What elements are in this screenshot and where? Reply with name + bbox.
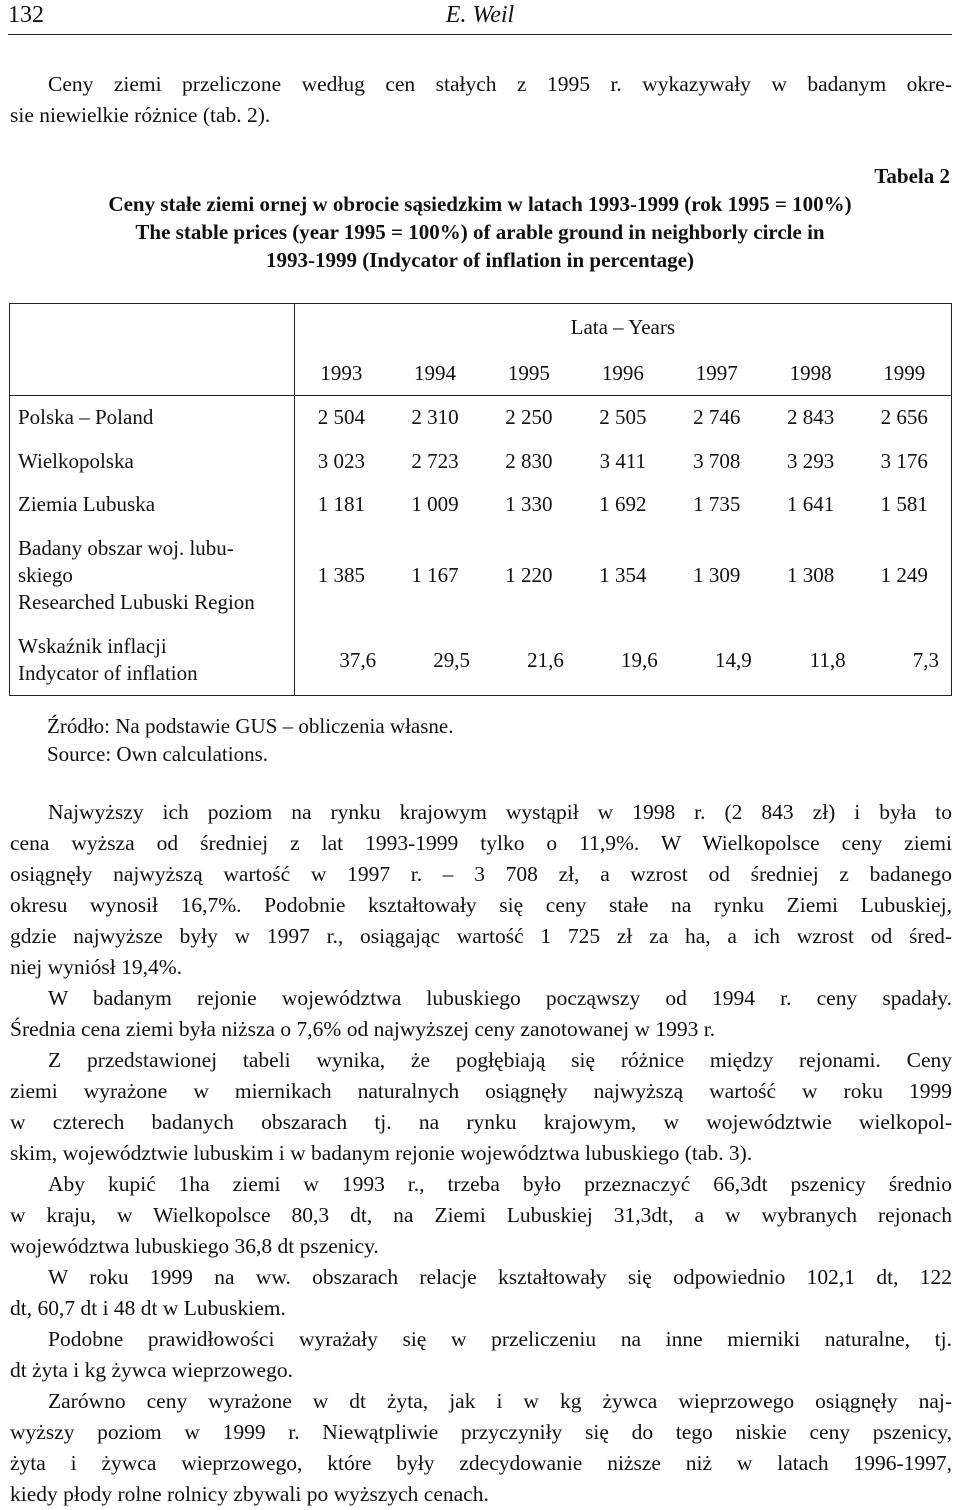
table-cell: 21,6 bbox=[482, 626, 576, 696]
row-label-line: Indycator of inflation bbox=[18, 661, 198, 686]
text-line: w kraju, w Wielkopolsce 80,3 dt, na Ziemi Lubuskiej 31,3dt, a w wybranych rejonach bbox=[10, 1203, 952, 1227]
paragraph bbox=[10, 1045, 952, 1169]
year-header: 1996 bbox=[576, 352, 670, 396]
table-cell: 1 009 bbox=[411, 491, 459, 516]
table-caption bbox=[30, 190, 930, 274]
table-cell: 2 656 bbox=[858, 396, 952, 440]
table-cell: 3 176 bbox=[858, 440, 952, 483]
table-cell: 7,3 bbox=[858, 626, 952, 696]
year-header: 1995 bbox=[482, 352, 576, 396]
table-cell: 3 293 bbox=[787, 448, 835, 473]
paragraph bbox=[10, 983, 952, 1045]
text-line: W badanym rejonie województwa lubuskiego począwszy od 1994 r. ceny spadały. bbox=[48, 986, 952, 1010]
body-text bbox=[10, 797, 952, 1510]
table-cell: 1 167 bbox=[411, 563, 459, 587]
table-cell: 14,9 bbox=[670, 626, 764, 696]
year-header: 1994 bbox=[388, 352, 482, 396]
row-label: Ziemia Lubuska bbox=[10, 483, 295, 526]
paragraph bbox=[10, 1262, 952, 1324]
table-cell: 1 641 bbox=[787, 491, 835, 516]
row-label: Wielkopolska bbox=[10, 440, 295, 483]
table-cell: 1 354 bbox=[599, 563, 647, 587]
text-line: Z przedstawionej tabeli wynika, że pogłębiają się różnice między rejonami. Ceny bbox=[48, 1048, 952, 1072]
text-line: okresu wynosił 16,7%. Podobnie kształtowały się ceny stałe na rynku Ziemi Lubuskiej, bbox=[10, 893, 952, 917]
table-cell: 2 746 bbox=[693, 405, 741, 430]
text-line: kiedy płody rolne rolnicy zbywali po wyższych cenach. bbox=[10, 1482, 489, 1506]
table-row bbox=[10, 626, 952, 696]
intro-line: sie niewielkie różnice (tab. 2). bbox=[10, 103, 271, 127]
source-polish: Źródło: Na podstawie GUS – obliczenia własne. bbox=[47, 714, 454, 738]
table-cell: 37,6 bbox=[294, 626, 388, 696]
text-line: cena wyższa od średniej z lat 1993-1999 tylko o 11,9%. W Wielkopolsce ceny ziemi bbox=[10, 831, 952, 855]
table-cell: 1 692 bbox=[599, 491, 647, 516]
table-cell: 29,5 bbox=[388, 626, 482, 696]
table-cell: 1 181 bbox=[317, 491, 365, 516]
intro-paragraph bbox=[10, 69, 952, 131]
page-header bbox=[8, 0, 952, 35]
year-header: 1997 bbox=[670, 352, 764, 396]
table-cell: 2 723 bbox=[411, 448, 459, 473]
table-cell: 3 708 bbox=[693, 448, 741, 473]
row-label-line: Researched Lubuski Region bbox=[18, 590, 255, 614]
table-cell: 1 581 bbox=[858, 483, 952, 526]
table-cell: 1 330 bbox=[505, 491, 553, 516]
paragraph bbox=[10, 1386, 952, 1510]
text-line: wyższy poziom w 1999 r. Niewątpliwie przyczyniły się do tego niskie ceny pszenicy, bbox=[10, 1420, 952, 1444]
table-caption-english-2: 1993-1999 (Indycator of inflation in percentage) bbox=[266, 248, 694, 272]
table-cell: 1 308 bbox=[787, 563, 835, 587]
row-label-line: Badany obszar woj. lubu- bbox=[18, 536, 234, 560]
source-english: Source: Own calculations. bbox=[47, 742, 269, 766]
paragraph bbox=[10, 797, 952, 983]
table-cell: 19,6 bbox=[576, 626, 670, 696]
paragraph bbox=[10, 1169, 952, 1262]
years-group-header: Lata – Years bbox=[294, 304, 951, 352]
text-line: województwa lubuskiego 36,8 dt pszenicy. bbox=[10, 1234, 379, 1258]
row-label-line: Wskaźnik inflacji bbox=[18, 634, 167, 659]
table-cell: 2 830 bbox=[505, 448, 553, 473]
table-cell: 2 843 bbox=[787, 405, 835, 430]
table-caption-english-1: The stable prices (year 1995 = 100%) of arable ground in neighborly circle in bbox=[135, 220, 825, 244]
price-table bbox=[9, 303, 952, 696]
table-cell: 3 411 bbox=[599, 448, 647, 473]
text-line: Zarówno ceny wyrażone w dt żyta, jak i w kg żywca wieprzowego osiągnęły naj- bbox=[48, 1389, 952, 1413]
page-number: 132 bbox=[8, 2, 44, 28]
running-head-author: E. Weil bbox=[445, 2, 515, 28]
row-label bbox=[10, 626, 295, 696]
table-cell: 2 504 bbox=[317, 405, 365, 430]
year-header: 1999 bbox=[858, 352, 952, 396]
table-caption-polish: Ceny stałe ziemi ornej w obrocie sąsiedzkim w latach 1993-1999 (rok 1995 = 100%) bbox=[108, 192, 852, 216]
table-row bbox=[10, 440, 952, 483]
table-source-note bbox=[47, 712, 454, 768]
text-line: dt żyta i kg żywca wieprzowego. bbox=[10, 1358, 293, 1382]
row-label-line: skiego bbox=[18, 563, 73, 587]
text-line: Aby kupić 1ha ziemi w 1993 r., trzeba było przeznaczyć 66,3dt pszenicy średnio bbox=[48, 1172, 952, 1196]
table-stub-header bbox=[10, 304, 295, 396]
table-row bbox=[10, 526, 952, 626]
row-label bbox=[10, 526, 295, 626]
table-cell: 1 220 bbox=[505, 563, 553, 587]
text-line: niej wyniósł 19,4%. bbox=[10, 955, 182, 979]
text-line: gdzie najwyższe były w 1997 r., osiągając wartość 1 725 zł za ha, a ich wzrost od śred- bbox=[10, 924, 952, 948]
text-line: osiągnęły najwyższą wartość w 1997 r. – 3 708 zł, a wzrost od średniej z badanego bbox=[10, 862, 952, 886]
text-line: dt, 60,7 dt i 48 dt w Lubuskiem. bbox=[10, 1296, 286, 1320]
paragraph bbox=[10, 1324, 952, 1386]
text-line: Najwyższy ich poziom na rynku krajowym wystąpił w 1998 r. (2 843 zł) i była to bbox=[48, 800, 952, 824]
table-cell: 1 309 bbox=[693, 563, 741, 587]
text-line: Średnia cena ziemi była niższa o 7,6% od najwyższej ceny zanotowanej w 1993 r. bbox=[10, 1017, 716, 1041]
table-cell: 1 385 bbox=[317, 563, 365, 587]
text-line: żyta i żywca wieprzowego, które były zdecydowanie niższe niż w latach 1996-1997, bbox=[10, 1451, 952, 1475]
table-cell: 2 505 bbox=[599, 405, 647, 430]
table-row bbox=[10, 483, 952, 526]
table-cell: 3 023 bbox=[317, 448, 365, 473]
intro-line: Ceny ziemi przeliczone według cen stałych z 1995 r. wykazywały w badanym okre- bbox=[48, 72, 952, 96]
text-line: Podobne prawidłowości wyrażały się w przeliczeniu na inne mierniki naturalne, tj. bbox=[48, 1327, 952, 1351]
table-cell: 1 249 bbox=[858, 526, 952, 626]
text-line: W roku 1999 na ww. obszarach relacje kształtowały się odpowiednio 102,1 dt, 122 bbox=[48, 1265, 952, 1289]
table-row bbox=[10, 396, 952, 440]
year-header: 1998 bbox=[764, 352, 858, 396]
table-number-label: Tabela 2 bbox=[874, 164, 950, 188]
text-line: w czterech badanych obszarach tj. na rynku krajowym, w województwie wielkopol- bbox=[10, 1110, 952, 1134]
table-cell: 11,8 bbox=[764, 626, 858, 696]
table-cell: 2 310 bbox=[411, 405, 459, 430]
text-line: ziemi wyrażone w miernikach naturalnych osiągnęły najwyższą wartość w roku 1999 bbox=[10, 1079, 952, 1103]
text-line: skim, województwie lubuskim i w badanym rejonie województwa lubuskiego (tab. 3). bbox=[10, 1141, 753, 1165]
row-label: Polska – Poland bbox=[10, 396, 295, 440]
table-cell: 1 735 bbox=[693, 491, 741, 516]
year-header: 1993 bbox=[294, 352, 388, 396]
table-cell: 2 250 bbox=[505, 405, 553, 430]
